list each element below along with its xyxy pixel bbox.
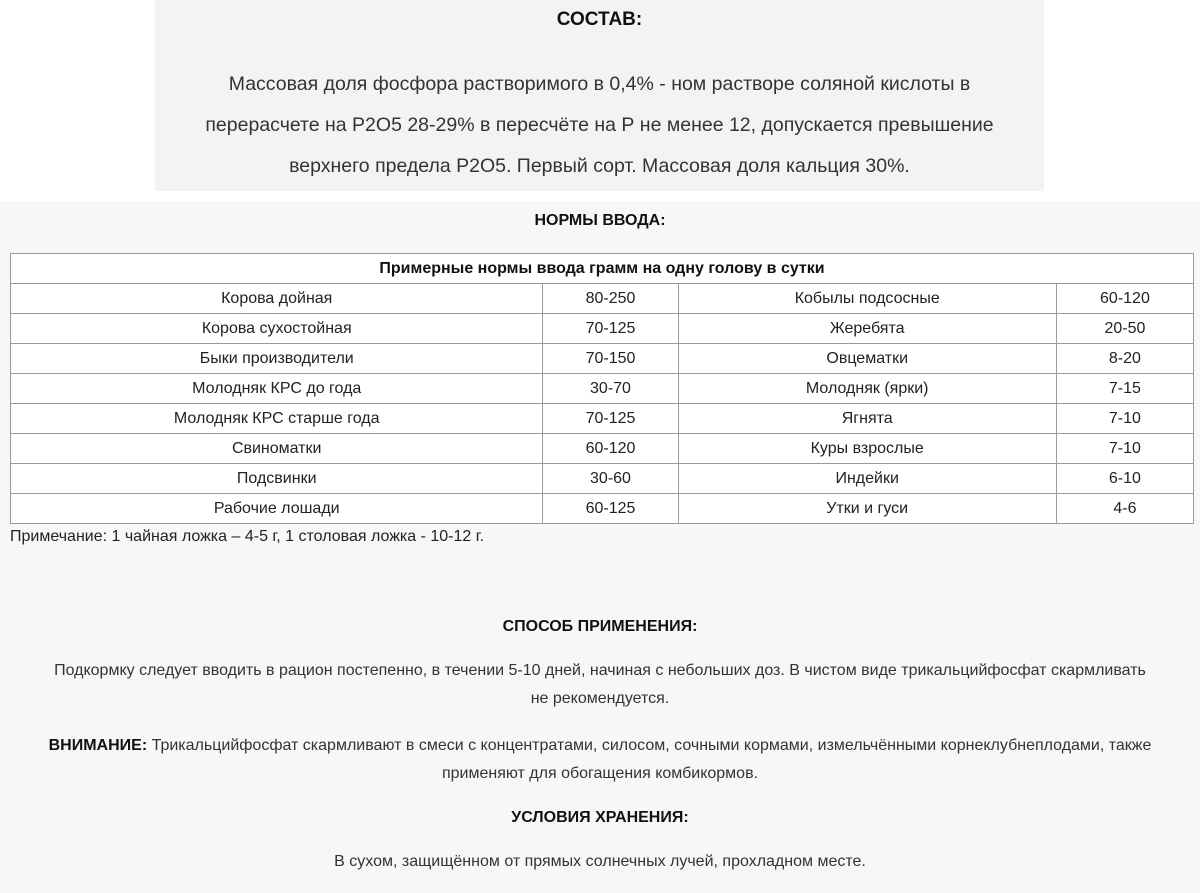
norms-title: НОРМЫ ВВОДА: [534, 212, 666, 229]
animal-name: Кобылы подсосные [678, 284, 1056, 314]
attention-label: ВНИМАНИЕ: [48, 737, 148, 754]
norm-value: 4-6 [1056, 494, 1193, 524]
table-row [11, 404, 1194, 434]
animal-name: Подсвинки [11, 464, 543, 494]
attention-line-1 [8, 732, 1192, 760]
table-row [11, 434, 1194, 464]
composition-line: верхнего предела Р2О5. Первый сорт. Массовая доля кальция 30%. [289, 155, 910, 177]
animal-name: Свиноматки [11, 434, 543, 464]
storage-text: В сухом, защищённом от прямых солнечных лучей, прохладном месте. [334, 853, 866, 870]
norm-value: 70-125 [543, 404, 678, 434]
animal-name: Овцематки [678, 344, 1056, 374]
animal-name: Утки и гуси [678, 494, 1056, 524]
table-row [11, 344, 1194, 374]
attention-body: Трикальцийфосфат скармливают в смеси с концентратами, силосом, сочными кормами, измельчёнными корнеклубнеплодами, также [147, 737, 1152, 754]
norms-table-body [11, 284, 1194, 524]
composition-line: Массовая доля фосфора растворимого в 0,4% - ном растворе соляной кислоты в [228, 73, 971, 95]
animal-name: Куры взрослые [678, 434, 1056, 464]
norm-value: 7-10 [1056, 404, 1193, 434]
attention-text [8, 732, 1192, 788]
composition-section [155, 0, 1044, 191]
norm-value: 20-50 [1056, 314, 1193, 344]
main-content [0, 201, 1200, 893]
usage-line: не рекомендуется. [530, 690, 670, 707]
animal-name: Быки производители [11, 344, 543, 374]
norms-table [10, 253, 1194, 524]
norm-value: 80-250 [543, 284, 678, 314]
table-header-row [11, 254, 1194, 284]
composition-text [155, 64, 1044, 187]
animal-name: Корова дойная [11, 284, 543, 314]
norm-value: 60-125 [543, 494, 678, 524]
animal-name: Ягнята [678, 404, 1056, 434]
animal-name: Молодняк (ярки) [678, 374, 1056, 404]
table-row [11, 284, 1194, 314]
table-header: Примерные нормы ввода грамм на одну голову в сутки [11, 254, 1194, 284]
storage-title: УСЛОВИЯ ХРАНЕНИЯ: [511, 809, 689, 826]
norm-value: 60-120 [1056, 284, 1193, 314]
table-row [11, 494, 1194, 524]
table-row [11, 464, 1194, 494]
norm-value: 8-20 [1056, 344, 1193, 374]
composition-line: перерасчете на Р2О5 28-29% в пересчёте на Р не менее 12, допускается превышение [205, 114, 994, 136]
animal-name: Молодняк КРС старше года [11, 404, 543, 434]
animal-name: Индейки [678, 464, 1056, 494]
usage-text [8, 657, 1192, 713]
norm-value: 7-10 [1056, 434, 1193, 464]
usage-line: Подкормку следует вводить в рацион постепенно, в течении 5-10 дней, начиная с небольших доз. В чистом виде трикальцийфосфат скармливать [54, 662, 1146, 679]
norm-value: 7-15 [1056, 374, 1193, 404]
norm-value: 6-10 [1056, 464, 1193, 494]
norm-value: 30-60 [543, 464, 678, 494]
animal-name: Рабочие лошади [11, 494, 543, 524]
attention-line-2: применяют для обогащения комбикормов. [441, 765, 759, 782]
norm-value: 70-125 [543, 314, 678, 344]
table-row [11, 314, 1194, 344]
norm-value: 30-70 [543, 374, 678, 404]
norm-value: 60-120 [543, 434, 678, 464]
norms-note: Примечание: 1 чайная ложка – 4-5 г, 1 столовая ложка - 10-12 г. [10, 528, 485, 545]
table-row [11, 374, 1194, 404]
norm-value: 70-150 [543, 344, 678, 374]
animal-name: Корова сухостойная [11, 314, 543, 344]
usage-title: СПОСОБ ПРИМЕНЕНИЯ: [502, 618, 698, 635]
animal-name: Молодняк КРС до года [11, 374, 543, 404]
animal-name: Жеребята [678, 314, 1056, 344]
composition-title: СОСТАВ: [556, 9, 643, 30]
